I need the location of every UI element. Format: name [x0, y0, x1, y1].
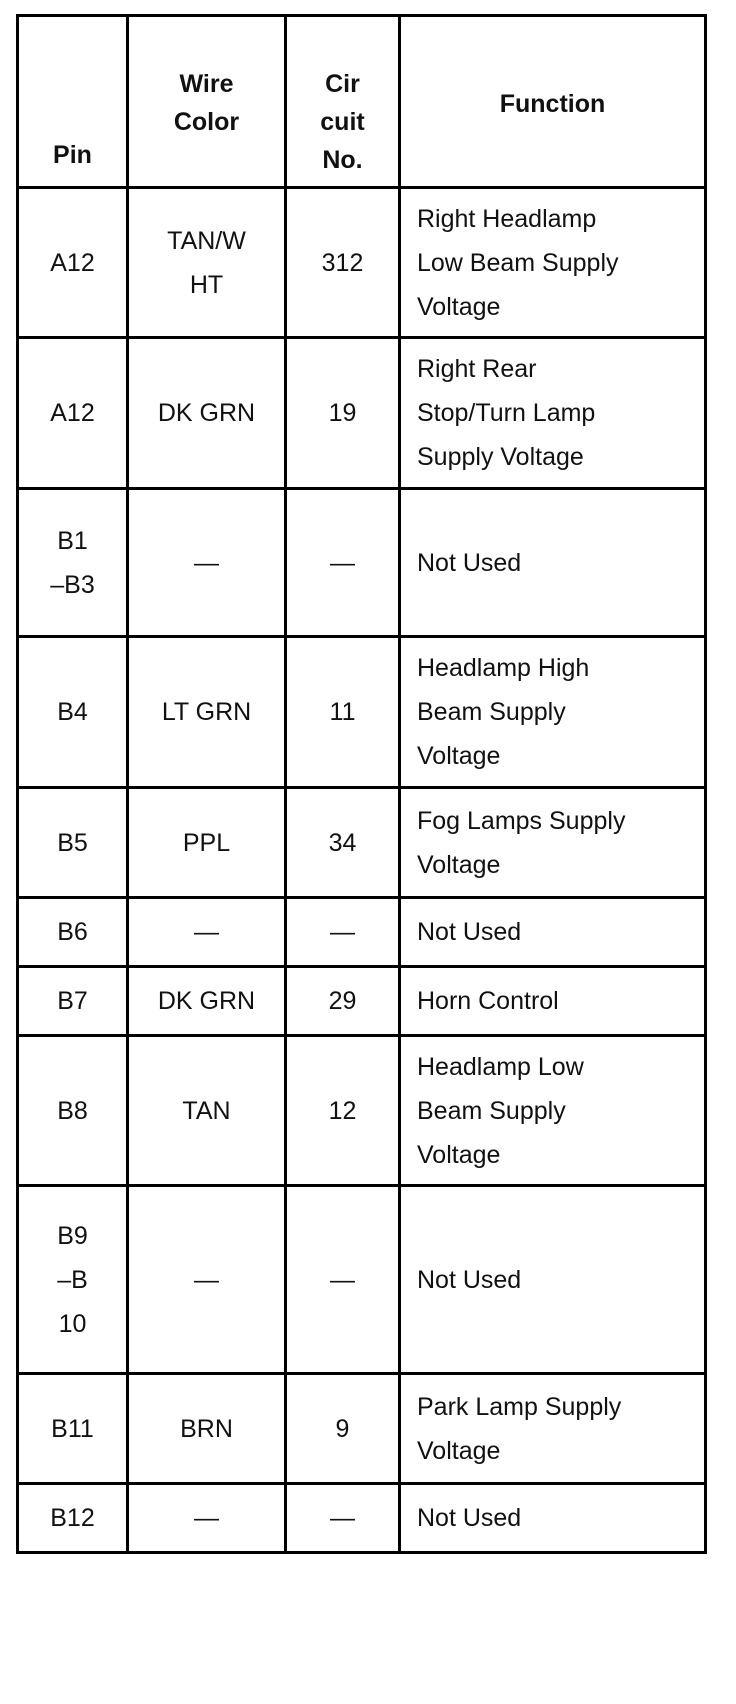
pin-cell: B8	[18, 1036, 128, 1186]
wire-color-cell: DK GRN	[128, 967, 286, 1036]
circuit-no-cell: 9	[286, 1374, 400, 1484]
pin-cell: B6	[18, 898, 128, 967]
wire-color-cell: —	[128, 489, 286, 637]
function-cell: Park Lamp Supply Voltage	[400, 1374, 706, 1484]
table-row	[18, 967, 706, 1036]
pin-cell: B5	[18, 788, 128, 898]
circuit-no-cell: —	[286, 1484, 400, 1553]
function-cell: Headlamp Low Beam Supply Voltage	[400, 1036, 706, 1186]
function-cell: Headlamp High Beam Supply Voltage	[400, 637, 706, 788]
wire-color-cell: BRN	[128, 1374, 286, 1484]
circuit-no-cell: 12	[286, 1036, 400, 1186]
table-row	[18, 489, 706, 637]
pin-cell: B1 –B3	[18, 489, 128, 637]
wire-color-cell: LT GRN	[128, 637, 286, 788]
function-cell: Right Rear Stop/Turn Lamp Supply Voltage	[400, 338, 706, 489]
wire-color-cell: —	[128, 898, 286, 967]
function-cell: Not Used	[400, 898, 706, 967]
wire-color-cell: TAN	[128, 1036, 286, 1186]
pin-cell: B7	[18, 967, 128, 1036]
header-circuit-no: Cir cuit No.	[286, 16, 400, 188]
pin-cell: B11	[18, 1374, 128, 1484]
wire-color-cell: DK GRN	[128, 338, 286, 489]
table-row	[18, 637, 706, 788]
table-row	[18, 788, 706, 898]
function-cell: Not Used	[400, 489, 706, 637]
header-row	[18, 16, 706, 188]
table-row	[18, 898, 706, 967]
table-row	[18, 1186, 706, 1374]
table-row	[18, 1484, 706, 1553]
circuit-no-cell: —	[286, 898, 400, 967]
circuit-no-cell: 19	[286, 338, 400, 489]
pin-assignment-table	[16, 14, 707, 1554]
pin-cell: B9 –B 10	[18, 1186, 128, 1374]
header-wire-color: Wire Color	[128, 16, 286, 188]
wire-color-cell: —	[128, 1186, 286, 1374]
wire-color-cell: —	[128, 1484, 286, 1553]
header-function: Function	[400, 16, 706, 188]
header-pin: Pin	[18, 16, 128, 188]
circuit-no-cell: —	[286, 1186, 400, 1374]
pin-cell: B4	[18, 637, 128, 788]
circuit-no-cell: —	[286, 489, 400, 637]
wire-color-cell: TAN/W HT	[128, 188, 286, 338]
function-cell: Fog Lamps Supply Voltage	[400, 788, 706, 898]
function-cell: Right Headlamp Low Beam Supply Voltage	[400, 188, 706, 338]
circuit-no-cell: 11	[286, 637, 400, 788]
pin-cell: A12	[18, 188, 128, 338]
function-cell: Horn Control	[400, 967, 706, 1036]
function-cell: Not Used	[400, 1484, 706, 1553]
table-row	[18, 1374, 706, 1484]
function-cell: Not Used	[400, 1186, 706, 1374]
circuit-no-cell: 29	[286, 967, 400, 1036]
pin-cell: A12	[18, 338, 128, 489]
table-row	[18, 338, 706, 489]
wire-color-cell: PPL	[128, 788, 286, 898]
circuit-no-cell: 34	[286, 788, 400, 898]
table-row	[18, 1036, 706, 1186]
circuit-no-cell: 312	[286, 188, 400, 338]
table-row	[18, 188, 706, 338]
pin-cell: B12	[18, 1484, 128, 1553]
